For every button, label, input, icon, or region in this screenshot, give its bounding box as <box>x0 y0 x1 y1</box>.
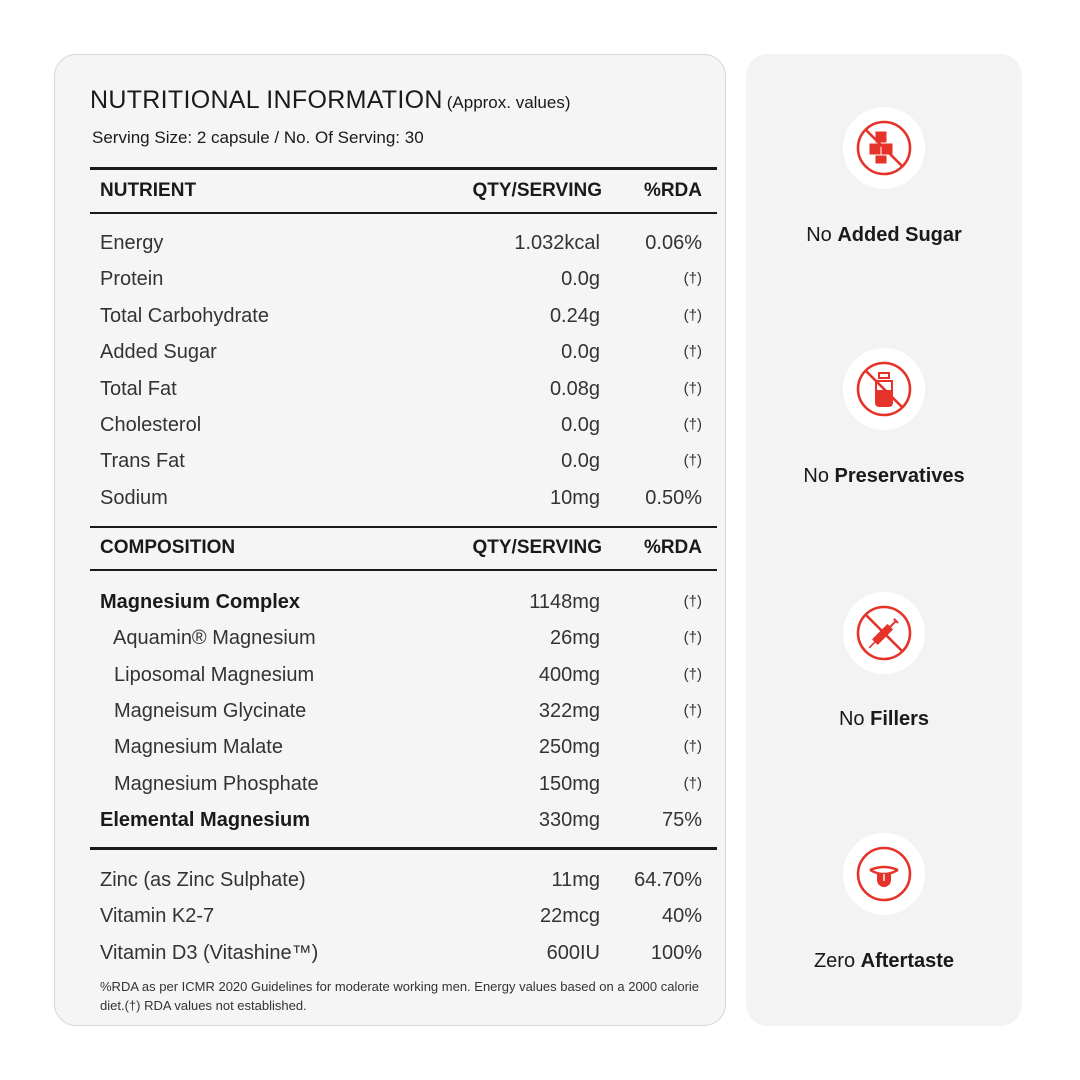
table-row <box>100 264 702 294</box>
nutrient-name: Aquamin® Magnesium <box>113 627 316 650</box>
table-row <box>100 938 702 968</box>
nutrient-name: Magnesium Complex <box>100 591 301 613</box>
no-sugar-cubes-icon <box>843 107 925 189</box>
nutrient-rda: (†) <box>683 701 702 719</box>
nutrient-qty: 1148mg <box>529 591 600 613</box>
nutrient-rda: (†) <box>683 416 702 433</box>
nutrient-qty: 0.0g <box>561 268 600 291</box>
nutrient-qty: 26mg <box>549 627 600 650</box>
nutrient-qty: 150mg <box>538 772 600 795</box>
nutrient-rda: 100% <box>650 941 702 964</box>
nutrient-rda: (†) <box>683 270 702 288</box>
no-fillers-syringe-icon <box>843 592 925 674</box>
nutrient-name: Elemental Magnesium <box>100 808 311 831</box>
feature-label: No Preservatives <box>803 465 965 487</box>
nutrient-qty: 400mg <box>538 663 600 686</box>
nutrient-name: Total Fat <box>100 377 177 400</box>
nutrient-rda: 64.70% <box>634 869 702 891</box>
table-row <box>100 865 702 895</box>
feature-label: No Added Sugar <box>806 224 962 246</box>
nutrient-rda: 0.06% <box>645 232 702 254</box>
nutrient-qty: 250mg <box>538 736 600 759</box>
nutrient-name: Energy <box>100 232 164 254</box>
nutrient-name: Total Carbohydrate <box>100 304 269 327</box>
page-title: NUTRITIONAL INFORMATION (Approx. values) <box>90 86 571 114</box>
nutrient-name: Vitamin D3 (Vitashine™) <box>100 941 319 964</box>
nutrient-rda: 75% <box>661 808 702 831</box>
nutrient-qty: 0.0g <box>561 450 600 473</box>
nutrient-qty: 0.0g <box>561 414 600 436</box>
table-row <box>100 769 702 799</box>
table-row <box>100 623 702 653</box>
nutrient-qty: 10mg <box>549 486 600 509</box>
nutrient-qty: 600IU <box>546 941 600 964</box>
nutrient-qty: 22mcg <box>539 905 600 928</box>
nutrient-qty: 330mg <box>538 808 600 831</box>
nutrient-name: Trans Fat <box>100 450 185 473</box>
nutrient-rda: 40% <box>661 905 702 928</box>
table-row <box>100 301 702 331</box>
nutrient-name: Vitamin K2-7 <box>100 905 215 928</box>
divider <box>90 847 717 850</box>
table-row <box>100 696 702 726</box>
nutrient-qty: 1.032kcal <box>514 232 600 254</box>
nutrient-qty: 0.24g <box>549 304 600 327</box>
table-row <box>100 374 702 404</box>
table-row <box>100 446 702 476</box>
nutrient-rda: (†) <box>683 629 702 647</box>
nutrient-qty: 11mg <box>551 869 600 891</box>
divider <box>90 167 717 170</box>
nutrient-rda: (†) <box>683 452 702 470</box>
table-row <box>100 901 702 931</box>
table-row <box>100 587 702 617</box>
table-row <box>100 660 702 690</box>
divider <box>90 212 717 214</box>
nutrient-rda: (†) <box>683 738 702 756</box>
nutrient-name: Magneisum Glycinate <box>114 699 307 722</box>
nutrient-qty: 0.0g <box>561 341 600 364</box>
table-row <box>100 410 702 440</box>
nutrient-rda: (†) <box>683 343 702 361</box>
nutrient-rda: 0.50% <box>645 486 702 509</box>
zero-aftertaste-tongue-icon <box>843 833 925 915</box>
nutrient-qty: 0.08g <box>549 377 600 400</box>
table-row <box>100 483 702 513</box>
nutrient-qty: 322mg <box>538 699 600 722</box>
nutrient-name: Liposomal Magnesium <box>114 663 315 686</box>
nutrient-rda: (†) <box>683 306 702 324</box>
table-row <box>100 805 702 835</box>
divider <box>90 526 717 528</box>
nutrient-name: Cholesterol <box>100 414 202 436</box>
feature-label: Zero Aftertaste <box>813 950 955 972</box>
nutrient-rda: (†) <box>683 593 702 610</box>
nutrient-name: Magnesium Malate <box>114 736 283 759</box>
nutrient-name: Zinc (as Zinc Sulphate) <box>100 869 306 891</box>
no-preservatives-jar-icon <box>843 348 925 430</box>
composition-table-header: COMPOSITION QTY/SERVING %RDA <box>100 537 702 558</box>
nutrient-name: Protein <box>100 268 164 291</box>
nutrient-table-header: NUTRIENT QTY/SERVING %RDA <box>100 180 702 201</box>
nutrient-rda: (†) <box>683 774 702 792</box>
feature-label: No Fillers <box>838 708 930 730</box>
nutrient-name: Added Sugar <box>100 341 217 364</box>
nutrient-rda: (†) <box>683 379 702 397</box>
serving-info: Serving Size: 2 capsule / No. Of Serving: 30 <box>92 128 424 147</box>
nutrient-name: Sodium <box>100 486 168 509</box>
table-row <box>100 732 702 762</box>
table-row <box>100 228 702 258</box>
table-row <box>100 337 702 367</box>
divider <box>90 569 717 571</box>
footnote: %RDA as per ICMR 2020 Guidelines for moderate working men. Energy values based on a 2000 calorie diet.(†) RDA values not established. <box>100 979 700 1013</box>
nutrient-rda: (†) <box>683 665 702 683</box>
nutrient-name: Magnesium Phosphate <box>114 772 319 795</box>
